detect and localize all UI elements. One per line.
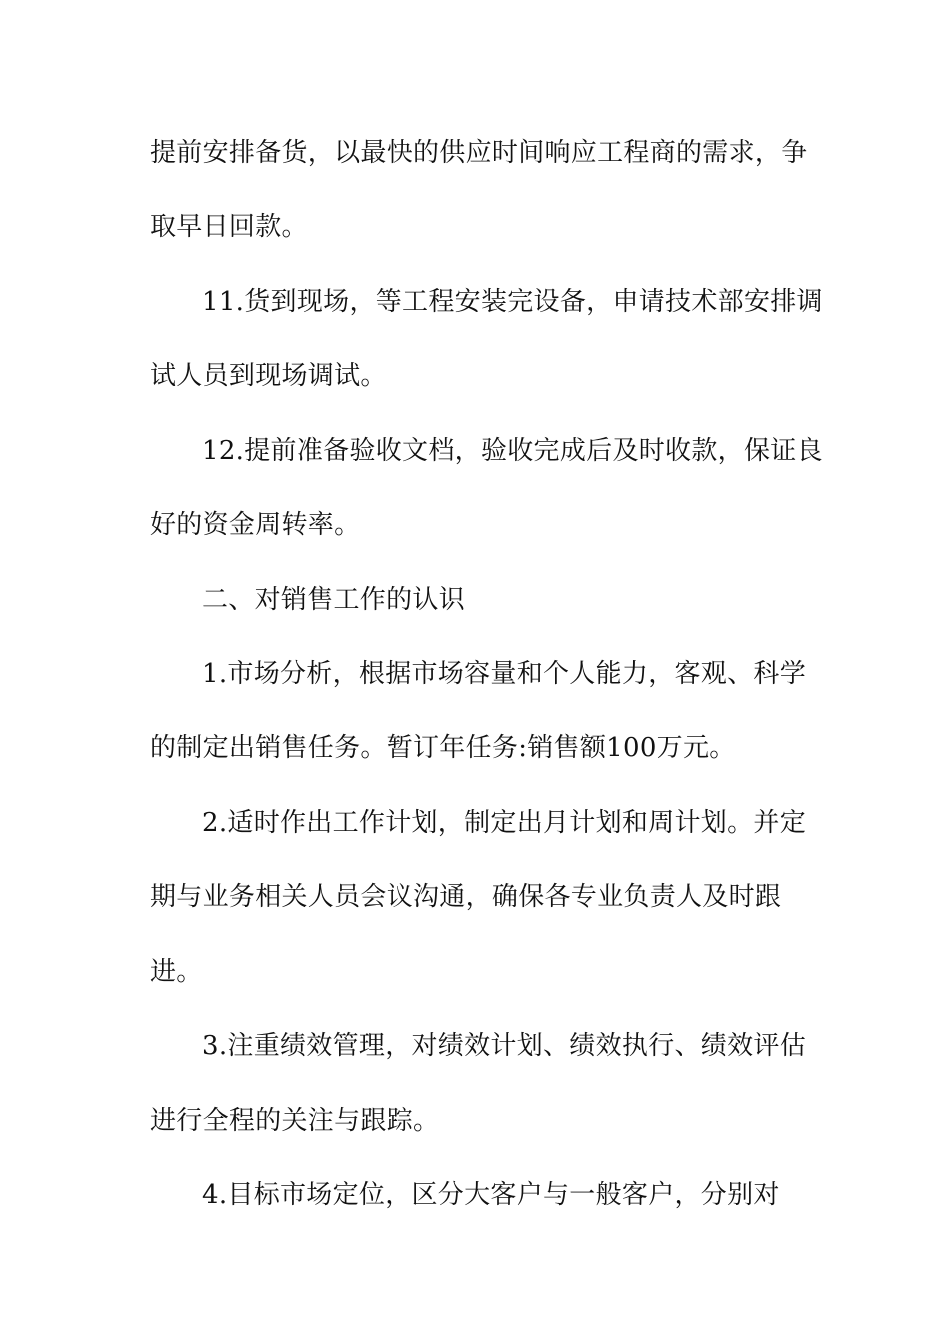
list-item-11-line-1: 11.货到现场，等工程安装完设备，申请技术部安排调 xyxy=(202,287,823,317)
list-item-2-line-2: 期与业务相关人员会议沟通，确保各专业负责人及时跟 xyxy=(150,882,782,912)
section-heading: 二、对销售工作的认识 xyxy=(202,585,466,615)
list-item-12-line-2: 好的资金周转率。 xyxy=(150,510,361,540)
list-item-1-line-2: 的制定出销售任务。暂订年任务:销售额100万元。 xyxy=(150,733,736,763)
list-item-2-line-1: 2.适时作出工作计划，制定出月计划和周计划。并定 xyxy=(202,808,807,838)
list-item-1-line-1: 1.市场分析，根据市场容量和个人能力，客观、科学 xyxy=(202,659,807,689)
list-item-11-line-2: 试人员到现场调试。 xyxy=(150,361,387,391)
text-line-1: 提前安排备货，以最快的供应时间响应工程商的需求，争 xyxy=(150,138,808,168)
list-item-3-line-1: 3.注重绩效管理，对绩效计划、绩效执行、绩效评估 xyxy=(202,1031,807,1061)
list-item-4-line-1: 4.目标市场定位，区分大客户与一般客户，分别对 xyxy=(202,1180,780,1210)
list-item-2-line-3: 进。 xyxy=(150,957,203,987)
list-item-12-line-1: 12.提前准备验收文档，验收完成后及时收款，保证良 xyxy=(202,436,823,466)
text-line-2: 取早日回款。 xyxy=(150,212,308,242)
list-item-3-line-2: 进行全程的关注与跟踪。 xyxy=(150,1106,440,1136)
